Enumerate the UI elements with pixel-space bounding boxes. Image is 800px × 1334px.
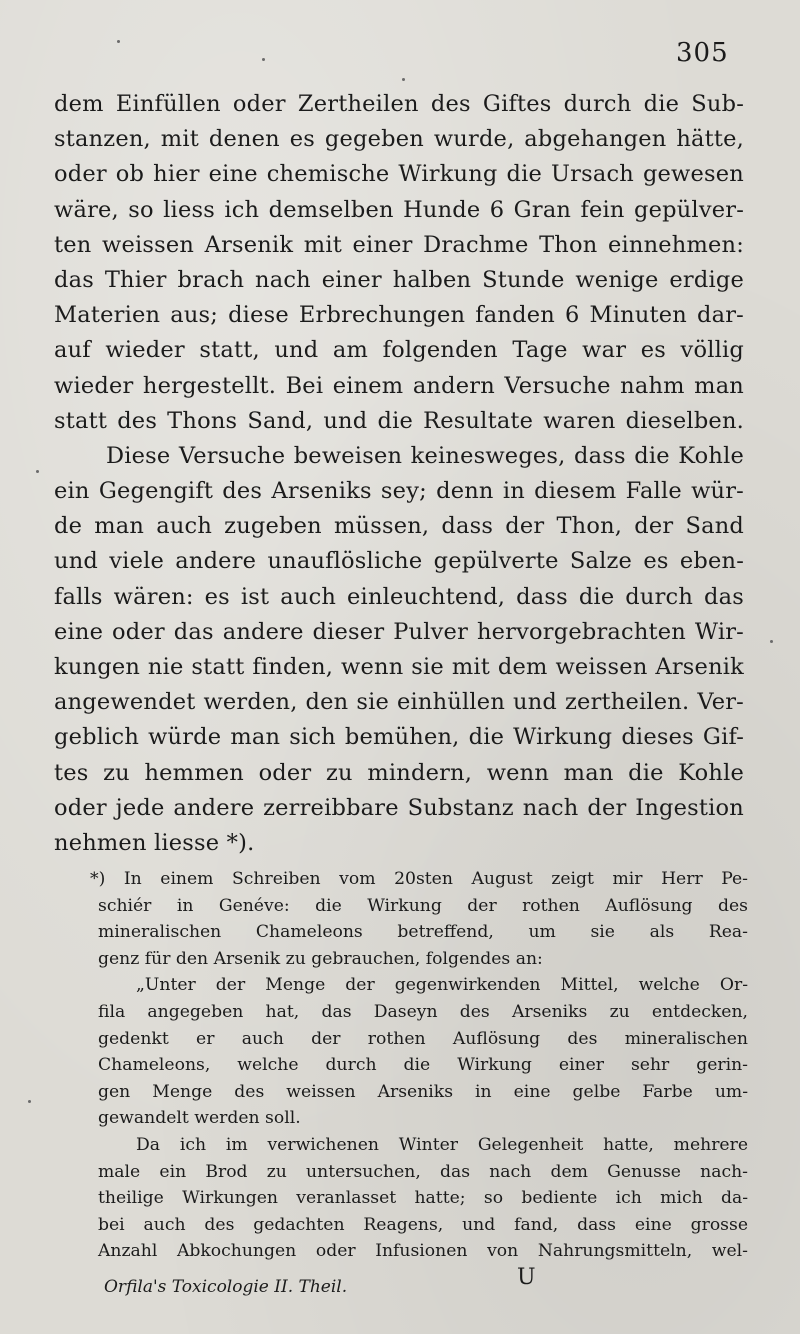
page-number: 305	[676, 38, 729, 68]
footnote-line: gedenkt er auch der rothen Auflösung des mineralischen	[98, 1028, 748, 1049]
footnote-paragraph-line: Da ich im verwichenen Winter Gelegenheit hatte, mehrere	[136, 1134, 748, 1155]
footnote-line: Chameleons, welche durch die Wirkung einer sehr gerin-	[98, 1055, 748, 1076]
footnote-line: male ein Brod zu untersuchen, das nach dem Genusse nach-	[98, 1161, 748, 1182]
body-line: kungen nie statt finden, wenn sie mit dem weissen Arsenik	[54, 654, 744, 680]
paper-speck	[28, 1100, 31, 1103]
footnote-line: fila angegeben hat, das Daseyn des Arseniks zu entdecken,	[98, 1001, 748, 1022]
body-line: dem Einfüllen oder Zertheilen des Giftes durch die Sub-	[54, 91, 744, 117]
footnote-line: genz für den Arsenik zu gebrauchen, folgendes an:	[98, 948, 543, 969]
paper-speck	[770, 640, 773, 643]
body-line: de man auch zugeben müssen, dass der Thon, der Sand	[54, 513, 744, 540]
paper-speck	[262, 58, 265, 61]
body-line: ten weissen Arsenik mit einer Drachme Thon einnehmen:	[54, 231, 744, 258]
footnote-line: schiér in Genéve: die Wirkung der rothen Auflösung des	[98, 895, 748, 916]
body-line: geblich würde man sich bemühen, die Wirkung dieses Gif-	[54, 724, 744, 751]
body-line: das Thier brach nach einer halben Stunde wenige erdige	[54, 266, 744, 293]
footnote-line: *) In einem Schreiben vom 20sten August zeigt mir Herr Pe-	[90, 869, 748, 889]
body-line: statt des Thons Sand, und die Resultate waren dieselben.	[54, 407, 744, 434]
body-line: oder ob hier eine chemische Wirkung die Ursach gewesen	[54, 161, 744, 188]
footnote	[90, 866, 748, 1265]
paper-speck	[402, 78, 405, 81]
signature-mark: U	[517, 1265, 536, 1290]
body-line: oder jede andere zerreibbare Substanz nach der Ingestion	[54, 794, 744, 821]
paragraph-start-line: Diese Versuche beweisen keinesweges, dass die Kohle	[106, 442, 744, 469]
body-line: Materien aus; diese Erbrechungen fanden 6 Minuten dar-	[54, 302, 744, 329]
footer-reference: Orfila's Toxicologie II. Theil.	[104, 1277, 348, 1297]
footnote-line: gen Menge des weissen Arseniks in eine gelbe Farbe um-	[98, 1081, 748, 1102]
footnote-line: Anzahl Abkochungen oder Infusionen von Nahrungsmitteln, wel-	[98, 1241, 748, 1262]
body-line: nehmen liesse *).	[54, 829, 255, 856]
footnote-line: bei auch des gedachten Reagens, und fand, dass eine grosse	[98, 1214, 748, 1235]
body-line: angewendet werden, den sie einhüllen und zertheilen. Ver-	[54, 689, 744, 716]
footnote-quote-line: „Unter der Menge der gegenwirkenden Mittel, welche Or-	[136, 975, 748, 996]
body-line: wäre, so liess ich demselben Hunde 6 Gran fein gepülver-	[54, 196, 744, 223]
body-line: und viele andere unauflösliche gepülverte Salze es eben-	[54, 548, 744, 575]
footnote-line: mineralischen Chameleons betreffend, um sie als Rea-	[98, 922, 748, 943]
body-line: falls wären: es ist auch einleuchtend, dass die durch das	[54, 583, 744, 610]
body-line: stanzen, mit denen es gegeben wurde, abgehangen hätte,	[54, 126, 744, 153]
footnote-line: gewandelt werden soll.	[98, 1108, 301, 1129]
body-line: auf wieder statt, und am folgenden Tage war es völlig	[54, 337, 744, 364]
footnote-line: theilige Wirkungen veranlasset hatte; so bediente ich mich da-	[98, 1188, 748, 1209]
body-line: ein Gegengift des Arseniks sey; denn in diesem Falle wür-	[54, 478, 744, 505]
body-line: wieder hergestellt. Bei einem andern Versuche nahm man	[54, 372, 744, 399]
main-text	[54, 87, 744, 861]
paper-speck	[117, 40, 120, 43]
body-line: tes zu hemmen oder zu mindern, wenn man die Kohle	[54, 759, 744, 786]
paper-speck	[36, 470, 39, 473]
body-line: eine oder das andere dieser Pulver hervorgebrachten Wir-	[54, 618, 744, 645]
